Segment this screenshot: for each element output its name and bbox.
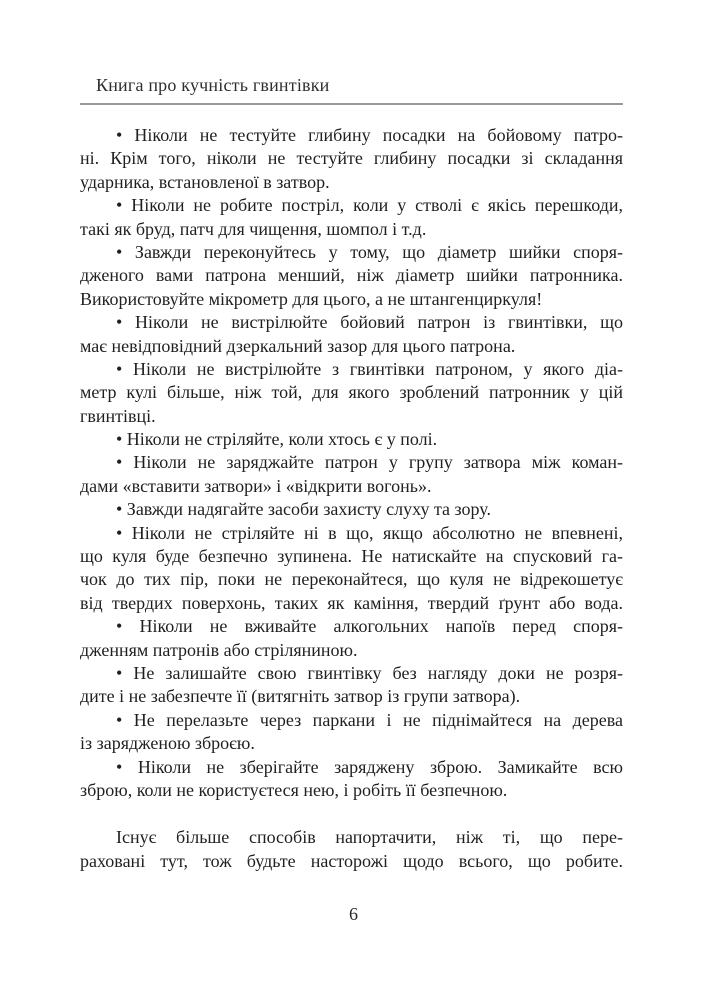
text-line: дженням патронів або стріляниною. <box>80 639 358 660</box>
running-header: Книга про кучність гвинтівки <box>80 75 623 105</box>
page-number: 6 <box>349 904 358 924</box>
text-line: • Завжди переконуйтесь у тому, що діаметр шийки споря- <box>116 241 623 262</box>
text-line: зброю, коли не користуєтеся нею, і робіть її безпечною. <box>80 779 508 800</box>
text-line: • Ніколи не стріляйте ні в що, якщо абсолютно не впевнені, <box>116 522 623 543</box>
text-line: • Ніколи не вистрілюйте з гвинтівки патроном, у якого діа- <box>116 358 623 379</box>
text-line: дите і не забезпечте її (витягніть затвор із групи затвора). <box>80 686 521 707</box>
text-line: • Ніколи не робите постріл, коли у стволі є якісь перешкоди, <box>116 195 623 216</box>
text-line: дженого вами патрона менший, ніж діаметр шийки патронника. <box>80 265 623 286</box>
paragraph <box>80 662 623 709</box>
text-line: від твердих поверхонь, таких як каміння, твердий ґрунт або вода. <box>80 592 623 613</box>
text-line: • Ніколи не вистрілюйте бойовий патрон із гвинтівки, що <box>116 312 623 333</box>
text-line: метр кулі більше, ніж той, для якого зроблений патронник у цій <box>80 382 623 403</box>
paragraph <box>80 124 623 194</box>
text-line: • Ніколи не зберігайте заряджену зброю. Замикайте всю <box>116 756 623 777</box>
text-line: • Завжди надягайте засоби захисту слуху та зору. <box>116 499 491 520</box>
paragraph <box>80 311 623 358</box>
paragraph <box>80 522 623 616</box>
text-line: • Ніколи не стріляйте, коли хтось є у полі. <box>116 429 438 450</box>
paragraph <box>80 358 623 428</box>
paragraph <box>80 826 623 873</box>
text-line: що куля буде безпечно зупинена. Не натискайте на спусковий га- <box>80 546 623 567</box>
text-block <box>80 124 623 873</box>
text-line: • Ніколи не заряджайте патрон у групу затвора між коман- <box>116 452 623 473</box>
text-line: ні. Крім того, ніколи не тестуйте глибину посадки зі складання <box>80 148 623 169</box>
text-line: ударника, встановленої в затвор. <box>80 171 330 192</box>
text-line: гвинтівці. <box>80 405 156 426</box>
text-line: • Ніколи не вживайте алкогольних напоїв перед споря- <box>116 616 623 637</box>
text-line: із зарядженою зброєю. <box>80 733 255 754</box>
text-line: чок до тих пір, поки не переконайтеся, що куля не відрекошетує <box>80 569 623 590</box>
paragraph <box>80 498 623 521</box>
text-line: має невідповідний дзеркальний зазор для цього патрона. <box>80 335 516 356</box>
paragraph <box>80 615 623 662</box>
text-line: Використовуйте мікрометр для цього, а не штангенциркуля! <box>80 288 543 309</box>
text-line: • Не перелазьте через паркани і не піднімайтеся на дерева <box>116 709 623 730</box>
text-line: • Не залишайте свою гвинтівку без нагляду доки не розря- <box>116 662 623 683</box>
text-line: раховані тут, тож будьте насторожі щодо всього, що робите. <box>80 850 623 871</box>
text-line: дами «вставити затвори» і «відкрити вогонь». <box>80 475 432 496</box>
paragraph <box>80 241 623 311</box>
text-line: • Ніколи не тестуйте глибину посадки на бойовому патро- <box>116 125 623 145</box>
paragraph <box>80 451 623 498</box>
text-line: Існує більше способів напортачити, ніж ті, що пере- <box>116 827 623 848</box>
paragraph <box>80 428 623 451</box>
paragraph <box>80 194 623 241</box>
paragraph <box>80 756 623 803</box>
paragraph <box>80 709 623 756</box>
text-line: такі як бруд, патч для чищення, шомпол і т.д. <box>80 218 427 239</box>
